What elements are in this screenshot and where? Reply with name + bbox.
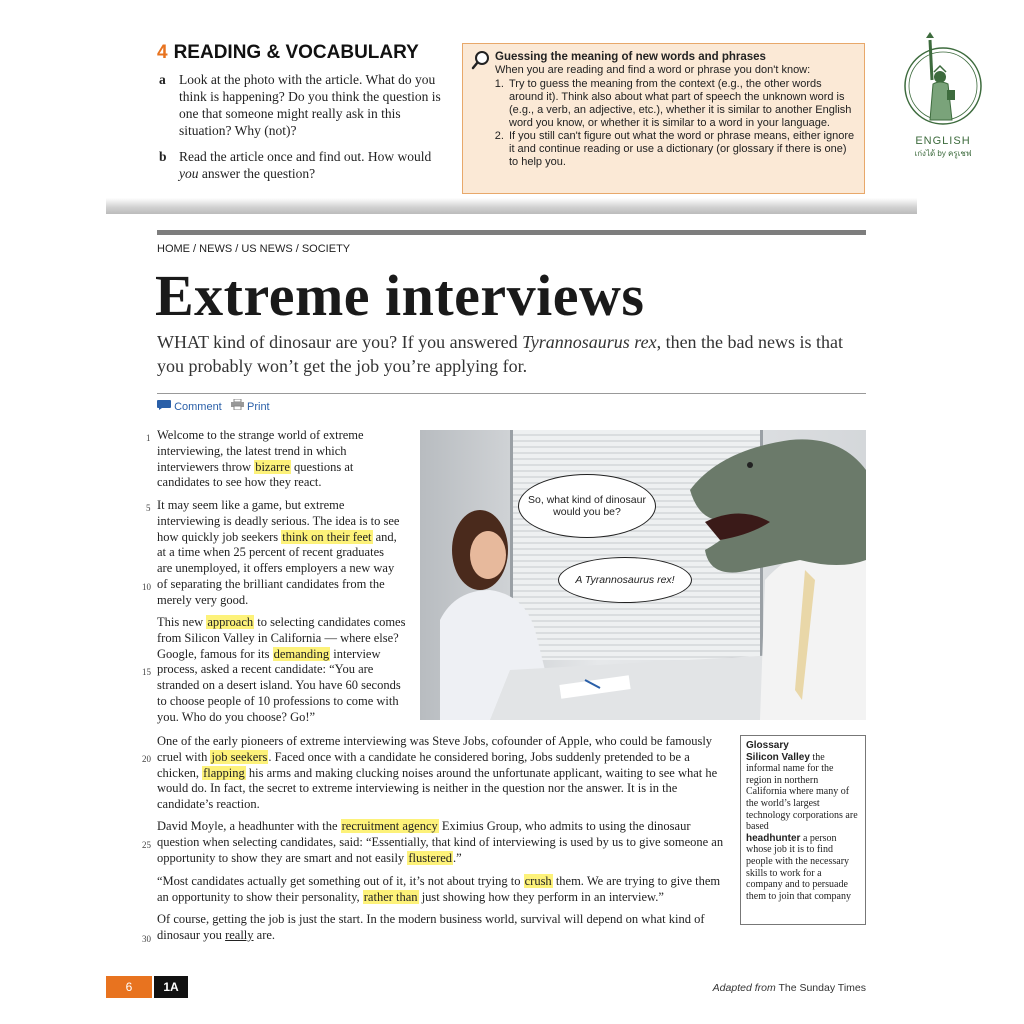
comment-icon [157, 400, 171, 410]
tip-box [462, 43, 865, 194]
source-credit [713, 982, 866, 994]
headline: Extreme interviews [155, 263, 645, 328]
breadcrumb[interactable]: HOME / NEWS / US NEWS / SOCIETY [157, 243, 351, 255]
paragraph-4 [157, 734, 729, 813]
paragraph-3 [157, 615, 409, 726]
printer-icon [231, 399, 244, 410]
tip-intro: When you are reading and find a word or phrase you don't know: [495, 64, 811, 76]
paragraph-5 [157, 819, 729, 866]
task-b-letter: b [159, 149, 167, 164]
task-a-text: Look at the photo with the article. What do you think is happening? Do you think the question is one that someone might really ask in this situation? Why (not)? [179, 72, 441, 138]
highlighted-word: bizarre [255, 459, 290, 474]
paragraph-text: and, at a time when 25 percent of recent graduates are unemployed, it offers employers a new way of separating the brilliant candidates from the merely very good. [157, 529, 397, 607]
paragraph-2 [157, 498, 402, 609]
tip-list [495, 78, 856, 169]
task-b-text-end: answer the question? [198, 166, 316, 181]
page-divider [106, 198, 917, 214]
paragraph-text: .” [453, 850, 462, 865]
glossary-title: Glossary [746, 740, 789, 751]
statue-of-liberty-icon [900, 32, 986, 128]
line-number: 30 [142, 934, 151, 944]
speech-bubble-question: So, what kind of dinosaur would you be? [518, 474, 656, 538]
paragraph-text: It may seem like a game, but extreme interviewing is deadly serious. The idea is to see how quickly job seekers [157, 498, 400, 544]
paragraph-text: Eximius Group, who admits to using the dinosaur question when selecting candidates, said: “Essentially, that kind of interviewing is used by us to give someone an opportunity to show they are smart and not easily [157, 819, 724, 865]
highlighted-word: flustered [408, 850, 453, 865]
paragraph-text: One of the early pioneers of extreme interviewing was Steve Jobs, cofounder of Apple, who could be famously cruel with [157, 734, 713, 764]
print-link[interactable] [231, 401, 270, 413]
paragraph-6 [157, 874, 729, 906]
paragraph-text: David Moyle, a headhunter with the [157, 819, 341, 833]
paragraph-text: questions at candidates to see how they react. [157, 459, 354, 490]
paragraph-text: . Faced once with a candidate he considered boring, Jobs suddenly pretended to be a chicken, [157, 749, 690, 780]
line-number: 10 [142, 582, 151, 592]
english-logo [898, 32, 988, 162]
standfirst-emphasis: Tyrannosaurus rex [522, 332, 657, 352]
paragraph-1 [157, 428, 402, 491]
paragraph-text: his arms and making clucking noises around the unfortunate applicant, waiting to see what he would do. In fact, the secret to extreme interviewing is neither in the question nor the answer. It is in the candidate’s reaction. [157, 765, 718, 812]
tip-title: Guessing the meaning of new words and phrases [495, 51, 766, 63]
section-heading [157, 42, 419, 64]
task-b [159, 148, 441, 182]
tip-item-2: 2. If you still can't figure out what the word or phrase means, either ignore it and continue reading or use a dictionary (or glossary if there is one) to help you. [507, 130, 856, 169]
glossary-term: Silicon Valley [746, 751, 810, 763]
glossary-entry [746, 833, 860, 903]
paragraph-text: This new [157, 615, 207, 629]
glossary-box [740, 735, 866, 925]
article-top-bar [157, 230, 866, 235]
line-number: 25 [142, 840, 151, 850]
section-number: 4 [157, 42, 168, 63]
glossary-term: headhunter [746, 832, 801, 844]
unit-label: 1A [154, 976, 188, 998]
line-number: 5 [146, 503, 151, 513]
underlined-word: really [225, 927, 254, 942]
paragraph-7 [157, 912, 729, 944]
speech-bubble-answer [558, 557, 692, 603]
line-number: 20 [142, 754, 151, 764]
paragraph-text: Welcome to the strange world of extreme interviewing, the latest trend in which interviewers throw [157, 428, 364, 474]
comment-label: Comment [174, 400, 222, 413]
comment-link[interactable] [157, 401, 225, 413]
highlighted-word: crush [524, 874, 552, 888]
speech-bubble-answer-text: A Tyrannosaurus rex! [575, 574, 675, 586]
glossary-definition: a person whose job it is to find people with the necessary skills to work for a company and to persuade them to join that company [746, 832, 851, 902]
task-b-text: Read the article once and find out. How would [179, 149, 432, 164]
source-name: The Sunday Times [775, 982, 866, 994]
paragraph-text: interview process, asked a recent candidate: “You are stranded on a desert island. You have 60 seconds to choose people of 10 professions to come with you. Who do you choose? Go!” [157, 646, 401, 724]
task-b-emphasis: you [179, 166, 199, 181]
highlighted-word: recruitment agency [341, 819, 438, 833]
source-prefix: Adapted from [712, 982, 776, 994]
task-a-letter: a [159, 72, 166, 87]
article-photo [420, 430, 866, 720]
highlighted-word: job seekers [211, 749, 268, 764]
highlighted-word: flapping [203, 765, 245, 780]
page-number: 6 [106, 976, 152, 998]
highlighted-word: think on their feet [282, 529, 372, 544]
highlighted-word: approach [207, 615, 254, 629]
line-number: 1 [146, 433, 151, 443]
standfirst [157, 330, 867, 378]
paragraph-text: them. We are trying to give them an opportunity to show their personality, [157, 874, 721, 904]
standfirst-text: WHAT kind of dinosaur are you? If you answered [157, 332, 523, 352]
paragraph-text: “Most candidates actually get something out of it, it’s not about trying to [157, 874, 524, 888]
divider [157, 393, 866, 394]
logo-subtext: เก่งได้ by ครูเชฟ [914, 149, 972, 158]
glossary-entry [746, 752, 860, 833]
magnifier-icon [471, 50, 491, 70]
tip-item-1: 1. Try to guess the meaning from the context (e.g., the other words around it). Think also about what part of speech the unknown word is (e.g., a verb, an adjective, etc.), whether it is similar to another English word you know, or whether it is similar to a word in your language. [507, 78, 856, 130]
highlighted-word: rather than [363, 889, 418, 904]
line-number: 15 [142, 667, 151, 677]
section-title: READING & VOCABULARY [173, 42, 419, 63]
paragraph-text: to selecting candidates comes from Silicon Valley in California — where else? Google, famous for its [157, 615, 406, 661]
paragraph-text: just showing how they perform in an interview.” [418, 889, 664, 904]
print-label: Print [247, 401, 270, 414]
paragraph-text: Of course, getting the job is just the start. In the modern business world, survival will depend on what kind of dinosaur you [157, 912, 705, 942]
highlighted-word: demanding [273, 646, 330, 661]
paragraph-text: are. [253, 927, 276, 942]
standfirst-text-end: , then the bad news is that you probably won’t get the job you’re applying for. [157, 332, 844, 376]
logo-text: ENGLISH [915, 135, 971, 147]
glossary-definition: the informal name for the region in northern California where many of the world’s largest technology corporations are based [746, 751, 858, 833]
article-tools [157, 399, 270, 413]
task-a [159, 71, 441, 139]
